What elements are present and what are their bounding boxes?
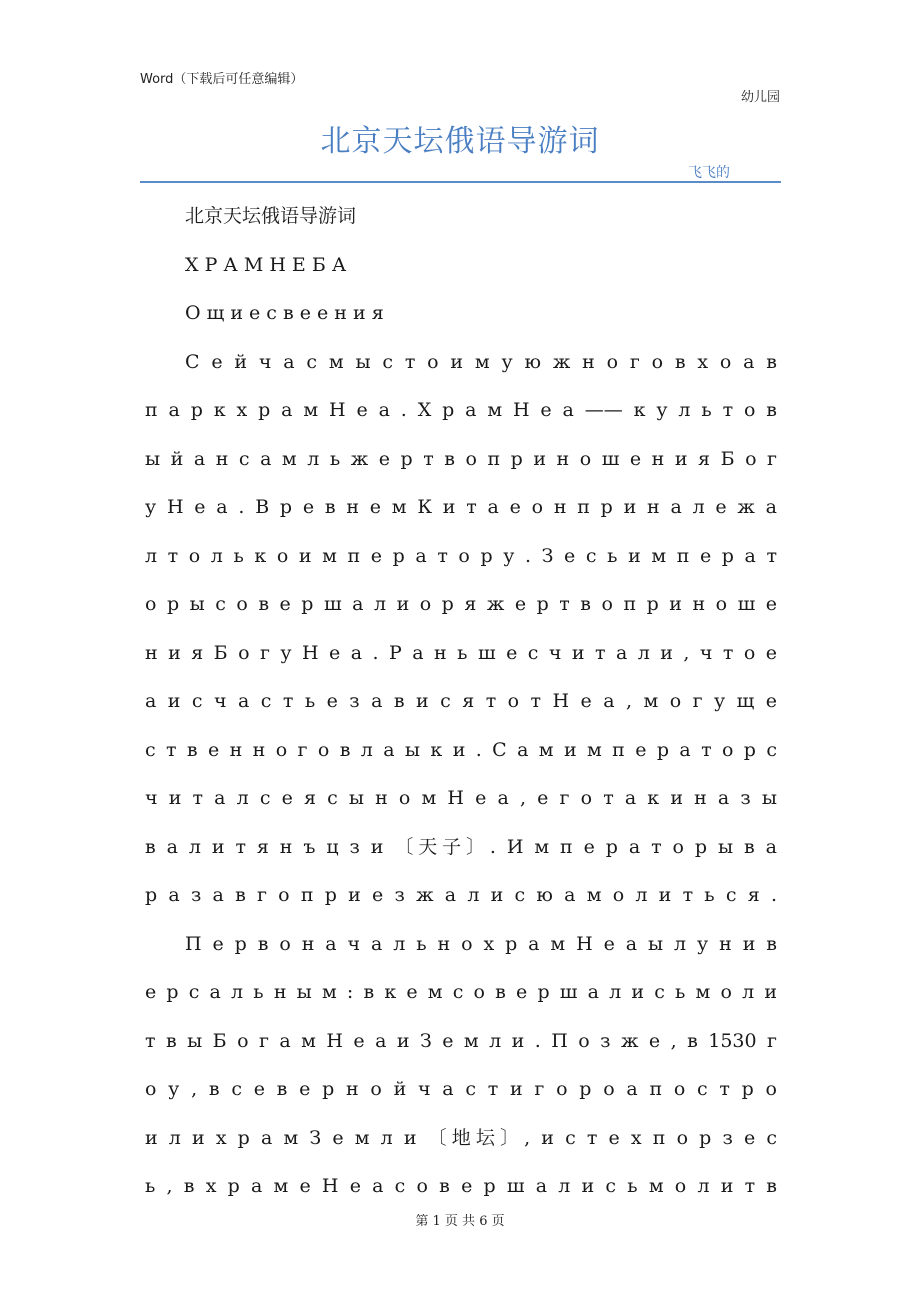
body-line: С е й ч а с м ы с т о и м у ю ж н о г о в х о а в: [185, 350, 777, 373]
body-line: в а л и т я н ъ ц з и 〔天子〕. И м п е р а т о р ы в а: [145, 835, 777, 858]
body-line: с т в е н н о г о в л а ы к и . С а м и м п е р а т о р с: [145, 738, 777, 761]
body-line: н и я Б о г у Н е а . Р а н ь ш е с ч и т а л и , ч т о е: [145, 641, 777, 664]
body-line: и л и х р а м З е м л и 〔地坛〕, и с т е х п о р з е с: [145, 1126, 777, 1149]
body-line: у Н е а . В р е в н е м К и т а е о н п р и н а л е ж а: [145, 496, 777, 518]
body-line: т в ы Б о г а м Н е а и З е м л и . П о з ж е , в 1530 г: [145, 1029, 777, 1052]
body-line: о у , в с е в е р н о й ч а с т и г о р о а п о с т р о: [145, 1078, 777, 1100]
body-text: [145, 192, 777, 1211]
body-line: е р с а л ь н ы м : в к е м с о в е р ш а л и с ь м о л и: [145, 981, 777, 1003]
author-label: 飞飞的: [688, 165, 730, 181]
body-line: ы й а н с а м л ь ж е р т в о п р и н о ш е н и я Б о г: [145, 447, 777, 470]
body-line: л т о л ь к о и м п е р а т о р у . З е с ь и м п е р а т: [145, 544, 777, 567]
document-title: 北京天坛俄语导游词: [320, 124, 600, 159]
body-line: п а р к х р а м Н е а . Х р а м Н е а —— к у л ь т о в: [145, 399, 777, 421]
body-line: о р ы с о в е р ш а л и о р я ж е р т в о п р и н о ш е: [145, 593, 777, 615]
title-divider: [140, 181, 781, 183]
body-line: Х Р А М Н Е Б А: [185, 253, 347, 276]
header-category: 幼儿园: [740, 90, 780, 105]
body-line: ч и т а л с е я с ы н о м Н е а , е г о т а к и н а з ы: [145, 787, 777, 809]
body-line: а и с ч а с т ь е з а в и с я т о т Н е а , м о г у щ е: [145, 690, 777, 712]
body-line: р а з а в г о п р и е з ж а л и с ю а м о л и т ь с я .: [145, 884, 777, 906]
page-number: 第 1 页 共 6 页: [415, 1214, 505, 1229]
body-line: 北京天坛俄语导游词: [185, 205, 357, 227]
header-note: Word（下载后可任意编辑）: [140, 72, 304, 87]
body-line: ь , в х р а м е Н е а с о в е р ш а л и с ь м о л и т в: [145, 1175, 777, 1197]
body-line: О щ и е с в е е н и я: [185, 302, 384, 324]
body-line: П е р в о н а ч а л ь н о х р а м Н е а ы л у н и в: [185, 932, 777, 955]
